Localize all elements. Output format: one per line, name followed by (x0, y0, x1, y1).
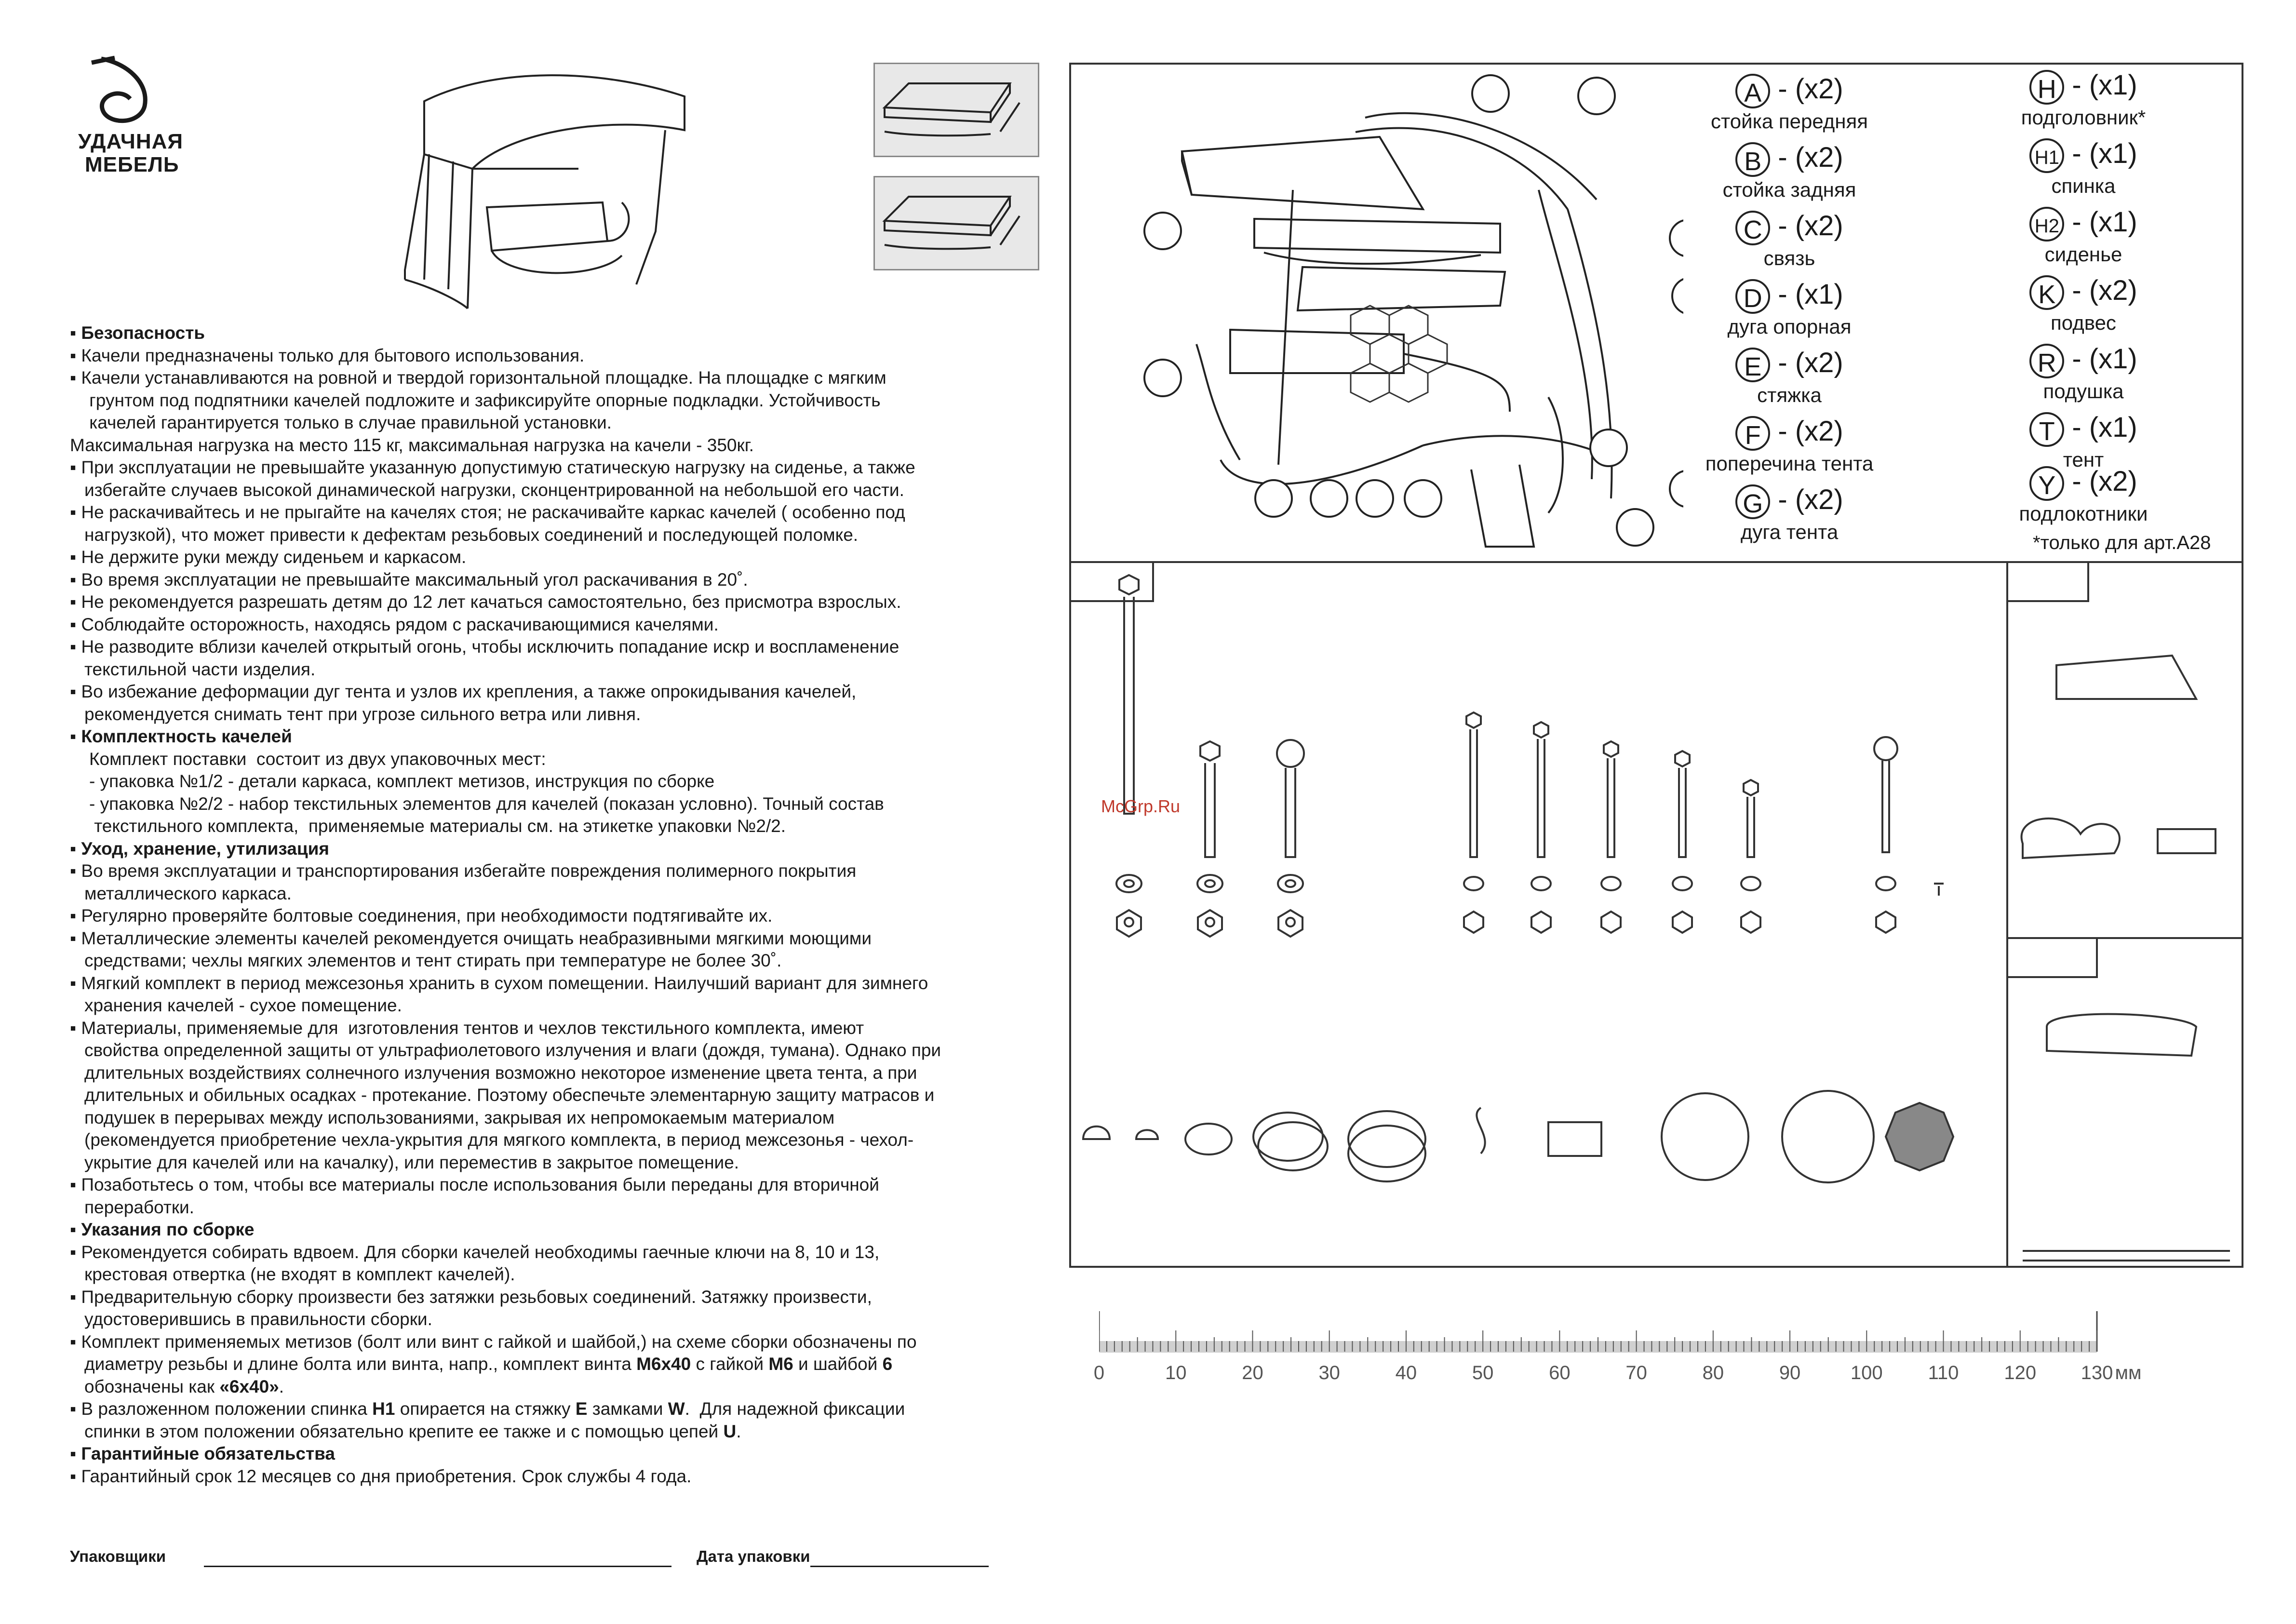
safety-item: ▪ Не разводите вблизи качелей открытый огонь, чтобы исключить попадание искр и воспламенение текстильной части изделия. (70, 637, 900, 679)
part-H1: H1 - (x1) спинка (1958, 138, 2209, 198)
part-D: D - (x1) дуга опорная (1727, 279, 1852, 338)
part-H-key-icon: H (2029, 70, 2064, 105)
part-Y: Y - (x2) подлокотники (2019, 466, 2148, 525)
ruler-label: 30 (1318, 1362, 1340, 1383)
ruler-label: 70 (1625, 1362, 1647, 1383)
part-Y-key-icon: Y (2029, 466, 2064, 501)
safety-item: ▪ При эксплуатации не превышайте указанную допустимую статическую нагрузку на сиденье, а также избегайте случаев высокой динамической нагрузки, сконцентрированной на небольшой его части. (70, 457, 915, 500)
brand-line-2: МЕБЕЛЬ (85, 153, 179, 176)
pack-date-label: Дата упаковки (697, 1547, 810, 1565)
packers-label: Упаковщики (70, 1547, 166, 1565)
measurement-ruler (1099, 1311, 2131, 1359)
care-item: ▪ Металлические элементы качелей рекомендуется очищать неабразивными мягкими моющими средствами; чехлы мягких элементов и тент стирать при температуре не более 30˚. (70, 928, 872, 970)
brand-line-1: УДАЧНАЯ (78, 130, 183, 153)
completeness-line: - упаковка №2/2 - набор текстильных элементов для качелей (показан условно). Точный состав текстильного комплекта, применяемые материалы см. на этикетке упаковки №2/2. (89, 793, 884, 836)
completeness-line: - упаковка №1/2 - детали каркаса, комплект метизов, инструкция по сборке (89, 771, 715, 791)
swing-assembly-drawing (1134, 65, 1683, 561)
part-K-key-icon: K (2029, 275, 2064, 310)
instructions-text (70, 322, 1044, 1488)
pack-date-field (697, 1547, 989, 1567)
safety-item: ▪ Не держите руки между сиденьем и каркасом. (70, 547, 467, 567)
brand-logo (72, 53, 198, 183)
ruler-unit: мм (2115, 1362, 2142, 1383)
safety-item: ▪ Соблюдайте осторожность, находясь рядом с раскачивающимися качелями. (70, 614, 719, 634)
part-R: R - (x1) подушка (1958, 343, 2209, 403)
assembly-item: ▪ Рекомендуется собирать вдвоем. Для сборки качелей необходимы гаечные ключи на 8, 10 и 13, крестовая отвертка (не входят в комплект качелей). (70, 1242, 880, 1284)
packers-signature-line (204, 1547, 671, 1567)
hardware-drawing (1071, 563, 2004, 1268)
part-B-key-icon: B (1735, 142, 1770, 177)
load-note: Максимальная нагрузка на место 115 кг, максимальная нагрузка на качели - 350кг. (70, 435, 754, 455)
cushion-dimension-icon-1 (873, 63, 1039, 157)
care-heading: ▪ Уход, хранение, утилизация (70, 838, 329, 859)
assembly-item: ▪ Предварительную сборку произвести без затяжки резьбовых соединений. Затяжку произвести, удостоверившись в правильности сборки. (70, 1287, 872, 1329)
ruler-label: 40 (1395, 1362, 1417, 1383)
part-E: E - (x2) стяжка (1664, 347, 1915, 407)
safety-item: ▪ Не рекомендуется разрешать детям до 12 лет качаться самостоятельно, без присмотра взрослых. (70, 592, 901, 612)
watermark: McGrp.Ru (1101, 796, 1181, 816)
ruler-label: 120 (2004, 1362, 2037, 1383)
assembly-heading: ▪ Указания по сборке (70, 1220, 255, 1239)
ruler-label: 100 (1850, 1362, 1883, 1383)
part-D-key-icon: D (1735, 279, 1770, 314)
safety-item: ▪ Во избежание деформации дуг тента и узлов их крепления, а также опрокидывания качелей, рекомендуется снимать тент при угрозе сильного ветра или ливня. (70, 682, 857, 724)
ruler-label: 60 (1549, 1362, 1571, 1383)
part-T-key-icon: T (2029, 412, 2064, 447)
completeness-intro: Комплект поставки состоит из двух упаковочных мест: (89, 749, 546, 769)
warranty-item: ▪ Гарантийный срок 12 месяцев со дня приобретения. Срок службы 4 года. (70, 1466, 692, 1486)
part-A-key-icon: A (1735, 74, 1770, 108)
part-G: G - (x2) дуга тента (1664, 484, 1915, 544)
accessories-drawing (2008, 603, 2243, 1266)
care-item: ▪ Во время эксплуатации и транспортирования избегайте повреждения полимерного покрытия металлического каркаса. (70, 861, 857, 903)
pack-date-line (810, 1547, 989, 1567)
part-H: H - (x1) подголовник* (2021, 69, 2146, 129)
safety-heading: ▪ Безопасность (70, 323, 205, 343)
ruler-label: 90 (1779, 1362, 1801, 1383)
part-F: F - (x2) поперечина тента (1705, 416, 1874, 475)
part-E-key-icon: E (1735, 348, 1770, 382)
care-item: ▪ Мягкий комплект в период межсезонья хранить в сухом помещении. Наилучший вариант для зимнего хранения качелей - сухое помещение. (70, 973, 928, 1015)
care-item: ▪ Материалы, применяемые для изготовления тентов и чехлов текстильного комплекта, имеют свойства определенной защиты от ультрафиолетового излучения и влаги (дождя, тумана). Однако при длительных воздействиях солнечного излучения возможно некоторое изменение цвета тента, а при длительных и обильных осадках - протекание. Поэтому обеспечьте элементарную защиту матрасов и подушек в перерывах между использованиями, закрывая их непромокаемым материалом (рекомендуется приобретение чехла-укрытия для мягкого комплекта, в период межсезонья - чехол- укрытие для качелей или на качалку), или переместив в закрытое помещение. (70, 1018, 941, 1172)
swing-with-cover-illustration (395, 58, 704, 318)
ruler-label: 110 (1928, 1362, 1959, 1383)
part-T: T - (x1) тент (1958, 412, 2209, 472)
care-item: ▪ Позаботьтесь о том, чтобы все материалы после использования были переданы для вторичной переработки. (70, 1175, 879, 1217)
model-note: *только для арт.А28 (2033, 532, 2211, 553)
safety-item: ▪ Качели устанавливаются на ровной и твердой горизонтальной площадке. На площадке с мягким грунтом под подпятники качелей подложите и зафиксируйте опорные подкладки. Устойчивость качелей гарантируется только в случае правильной установки. (70, 368, 886, 432)
part-C: C - (x2) связь (1664, 210, 1915, 270)
parts-panel (1069, 63, 2243, 1268)
care-item: ▪ Регулярно проверяйте болтовые соединения, при необходимости подтягивайте их. (70, 906, 773, 926)
ruler-label: 130 (2081, 1362, 2113, 1383)
ruler-label: 10 (1165, 1362, 1187, 1383)
hardware-note: ▪ Комплект применяемых метизов (болт или винт с гайкой и шайбой,) на схеме сборки обозначены по диаметру резьбы и длине болта или винта, напр., комплект винта М6х40 с гайкой М6 и шайбой 6 обозначены как «6х40». (70, 1331, 917, 1396)
safety-item: ▪ Качели предназначены только для бытового использования. (70, 345, 585, 365)
part-H2: H2 - (x1) сиденье (1958, 206, 2209, 267)
completeness-heading: ▪ Комплектность качелей (70, 726, 292, 746)
safety-item: ▪ Не раскачивайтесь и не прыгайте на качелях стоя; не раскачивайте каркас качелей ( особенно под нагрузкой), что может привести к дефектам резьбовых соединений и последующей поломке. (70, 502, 905, 545)
ruler-label: 50 (1472, 1362, 1494, 1383)
packers-field (70, 1547, 671, 1567)
brand-mark-icon (72, 53, 178, 130)
backrest-note: ▪ В разложенном положении спинка Н1 опирается на стяжку Е замками W. Для надежной фиксации спинки в этом положении обязательно крепите ее также и с помощью цепей U. (70, 1399, 905, 1441)
part-H2-key-icon: H2 (2029, 207, 2064, 242)
part-A: A - (x2) стойка передняя (1711, 73, 1868, 133)
ruler-label: 20 (1242, 1362, 1263, 1383)
warranty-heading: ▪ Гарантийные обязательства (70, 1444, 335, 1463)
part-K: K - (x2) подвес (1958, 275, 2209, 335)
part-C-key-icon: C (1735, 211, 1770, 245)
part-B: B - (x2) стойка задняя (1722, 142, 1856, 201)
part-R-key-icon: R (2029, 344, 2064, 378)
safety-item: ▪ Во время эксплуатации не превышайте максимальный угол раскачивания в 20˚. (70, 569, 748, 590)
ruler-label: 0 (1093, 1362, 1105, 1383)
part-G-key-icon: G (1735, 484, 1770, 519)
part-H1-key-icon: H1 (2029, 138, 2064, 173)
part-F-key-icon: F (1735, 416, 1770, 451)
ruler-label: 80 (1702, 1362, 1724, 1383)
cushion-dimension-icon-2 (873, 176, 1039, 270)
